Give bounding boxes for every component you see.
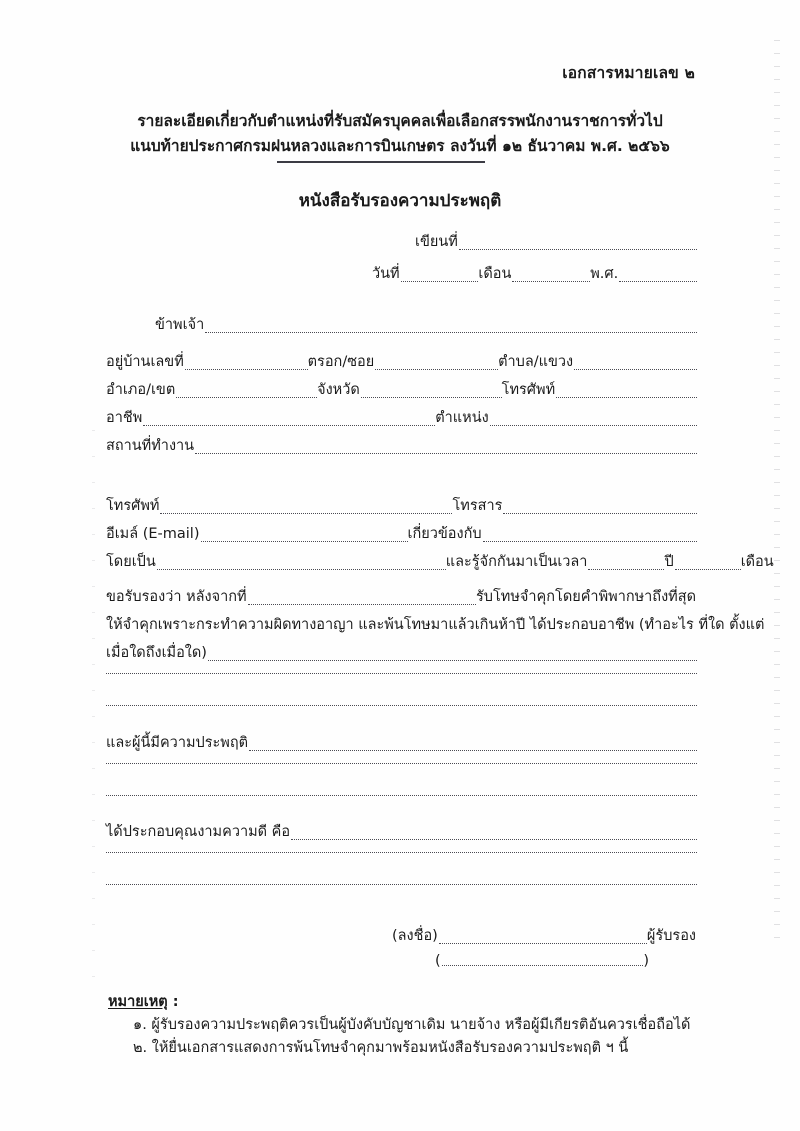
known-years-field[interactable] bbox=[588, 569, 664, 570]
alley-label: ตรอก/ซอย bbox=[307, 354, 375, 370]
merit-field-3[interactable] bbox=[106, 884, 697, 885]
signature-field[interactable] bbox=[439, 943, 647, 944]
merit-label: ได้ประกอบคุณงามความดี คือ bbox=[106, 824, 291, 840]
province-field[interactable] bbox=[361, 397, 502, 398]
written-at-field[interactable] bbox=[459, 249, 697, 250]
fax-label: โทรสาร bbox=[452, 498, 503, 514]
page-title: หนังสือรับรองความประพฤติ bbox=[298, 191, 502, 211]
certify-row-1 bbox=[106, 585, 697, 608]
certify-detail-field-1[interactable] bbox=[208, 660, 697, 661]
email-field[interactable] bbox=[201, 541, 408, 542]
behaviour-field-1[interactable] bbox=[249, 750, 697, 751]
certify-label: ขอรับรองว่า หลังจากที่ bbox=[106, 589, 247, 605]
signature-name-field[interactable] bbox=[442, 965, 644, 966]
subdistrict-field[interactable] bbox=[574, 369, 697, 370]
scan-artifact-left bbox=[92, 430, 95, 990]
email-label: อีเมล์ (E-mail) bbox=[106, 526, 200, 542]
occupation-row bbox=[106, 406, 697, 429]
merit-field-1[interactable] bbox=[291, 839, 697, 840]
merit-field-2[interactable] bbox=[106, 852, 697, 853]
as-being-field[interactable] bbox=[157, 569, 446, 570]
certify-line-1-tail: รับโทษจำคุกโดยคำพิพากษาถึงที่สุด bbox=[476, 589, 696, 605]
notes-heading bbox=[108, 990, 179, 1013]
province-label: จังหวัด bbox=[317, 382, 360, 398]
workplace-row bbox=[106, 434, 697, 457]
month-field[interactable] bbox=[512, 281, 590, 282]
certify-row-3 bbox=[106, 641, 697, 664]
header-line-2: แนบท้ายประกาศกรมฝนหลวงและการบินเกษตร ลงวันที่ ๑๒ ธันวาคม พ.ศ. ๒๕๖๖ bbox=[130, 137, 670, 155]
workplace-field[interactable] bbox=[195, 453, 697, 454]
paren-open: ( bbox=[435, 953, 441, 969]
day-label: วันที่ bbox=[372, 266, 400, 282]
document-number-label: เอกสารหมายเลข ๒ bbox=[562, 64, 695, 82]
declarant-name-row bbox=[155, 313, 697, 336]
merit-row bbox=[106, 820, 697, 843]
fax-field[interactable] bbox=[503, 513, 697, 514]
relation-field[interactable] bbox=[483, 541, 697, 542]
certify-detail-field-2[interactable] bbox=[106, 673, 697, 674]
position-field[interactable] bbox=[490, 425, 697, 426]
occupation-field[interactable] bbox=[143, 425, 435, 426]
paren-close: ) bbox=[643, 953, 649, 969]
address-row-1 bbox=[106, 350, 697, 373]
certify-person-field[interactable] bbox=[248, 604, 476, 605]
certify-row-2 bbox=[106, 613, 765, 636]
workplace-label: สถานที่ทำงาน bbox=[106, 438, 195, 454]
written-at-row bbox=[415, 230, 697, 253]
district-label: อำเภอ/เขต bbox=[106, 382, 176, 398]
contact-phone-field[interactable] bbox=[160, 513, 452, 514]
months-label: เดือน bbox=[740, 554, 774, 570]
subdistrict-label: ตำบล/แขวง bbox=[498, 354, 574, 370]
note-item: ๒. ให้ยื่นเอกสารแสดงการพ้นโทษจำคุกมาพร้อมหนังสือรับรองความประพฤติ ฯ นี้ bbox=[133, 1040, 629, 1056]
signature-name-row bbox=[435, 953, 650, 969]
as-being-label: โดยเป็น bbox=[106, 554, 156, 570]
known-months-field[interactable] bbox=[675, 569, 741, 570]
behaviour-row bbox=[106, 731, 697, 754]
behaviour-label: และผู้นี้มีความประพฤติ bbox=[106, 735, 249, 751]
scan-artifact-right bbox=[774, 40, 780, 940]
years-label: ปี bbox=[664, 554, 674, 570]
date-row bbox=[372, 262, 697, 285]
address-phone-label: โทรศัพท์ bbox=[501, 382, 556, 398]
contact-phone-row bbox=[106, 494, 697, 517]
behaviour-field-3[interactable] bbox=[106, 795, 697, 796]
acquaintance-row bbox=[106, 550, 774, 573]
signature-row bbox=[392, 924, 697, 947]
note-item: ๑. ผู้รับรองความประพฤติควรเป็นผู้บังคับบัญชาเดิม นายจ้าง หรือผู้มีเกียรติอันควรเชื่อถือได้ bbox=[133, 1017, 691, 1033]
district-field[interactable] bbox=[176, 397, 317, 398]
known-for-label: และรู้จักกันมาเป็นเวลา bbox=[445, 554, 588, 570]
declarant-label: ข้าพเจ้า bbox=[155, 317, 205, 333]
alley-field[interactable] bbox=[375, 369, 498, 370]
certify-line-3-label: เมื่อใดถึงเมื่อใด) bbox=[106, 645, 207, 661]
year-label: พ.ศ. bbox=[590, 266, 619, 282]
declarant-name-field[interactable] bbox=[205, 332, 697, 333]
position-label: ตำแหน่ง bbox=[435, 410, 489, 426]
address-phone-field[interactable] bbox=[556, 397, 697, 398]
header-line-1: รายละเอียดเกี่ยวกับตำแหน่งที่รับสมัครบุคคลเพื่อเลือกสรรพนักงานราชการทั่วไป bbox=[137, 112, 663, 130]
header-divider bbox=[277, 161, 485, 163]
relation-label: เกี่ยวข้องกับ bbox=[407, 526, 482, 542]
certify-line-2: ให้จำคุกเพราะกระทำความผิดทางอาญา และพ้นโทษมาแล้วเกินห้าปี ได้ประกอบอาชีพ (ทำอะไร ที่ใด ตั้งแต่ bbox=[106, 617, 765, 633]
notes-heading-colon: : bbox=[167, 994, 179, 1010]
address-row-2 bbox=[106, 378, 697, 401]
day-field[interactable] bbox=[401, 281, 479, 282]
year-field[interactable] bbox=[619, 281, 697, 282]
sign-label: (ลงชื่อ) bbox=[392, 928, 438, 944]
occupation-label: อาชีพ bbox=[106, 410, 143, 426]
house-no-field[interactable] bbox=[185, 369, 308, 370]
signature-role-label: ผู้รับรอง bbox=[646, 928, 696, 944]
written-at-label: เขียนที่ bbox=[415, 234, 458, 250]
notes-heading-text: หมายเหตุ bbox=[108, 994, 168, 1010]
house-no-label: อยู่บ้านเลขที่ bbox=[106, 354, 184, 370]
contact-email-row bbox=[106, 522, 697, 545]
month-label: เดือน bbox=[478, 266, 512, 282]
contact-phone-label: โทรศัพท์ bbox=[106, 498, 160, 514]
behaviour-field-2[interactable] bbox=[106, 763, 697, 764]
certify-detail-field-3[interactable] bbox=[106, 705, 697, 706]
